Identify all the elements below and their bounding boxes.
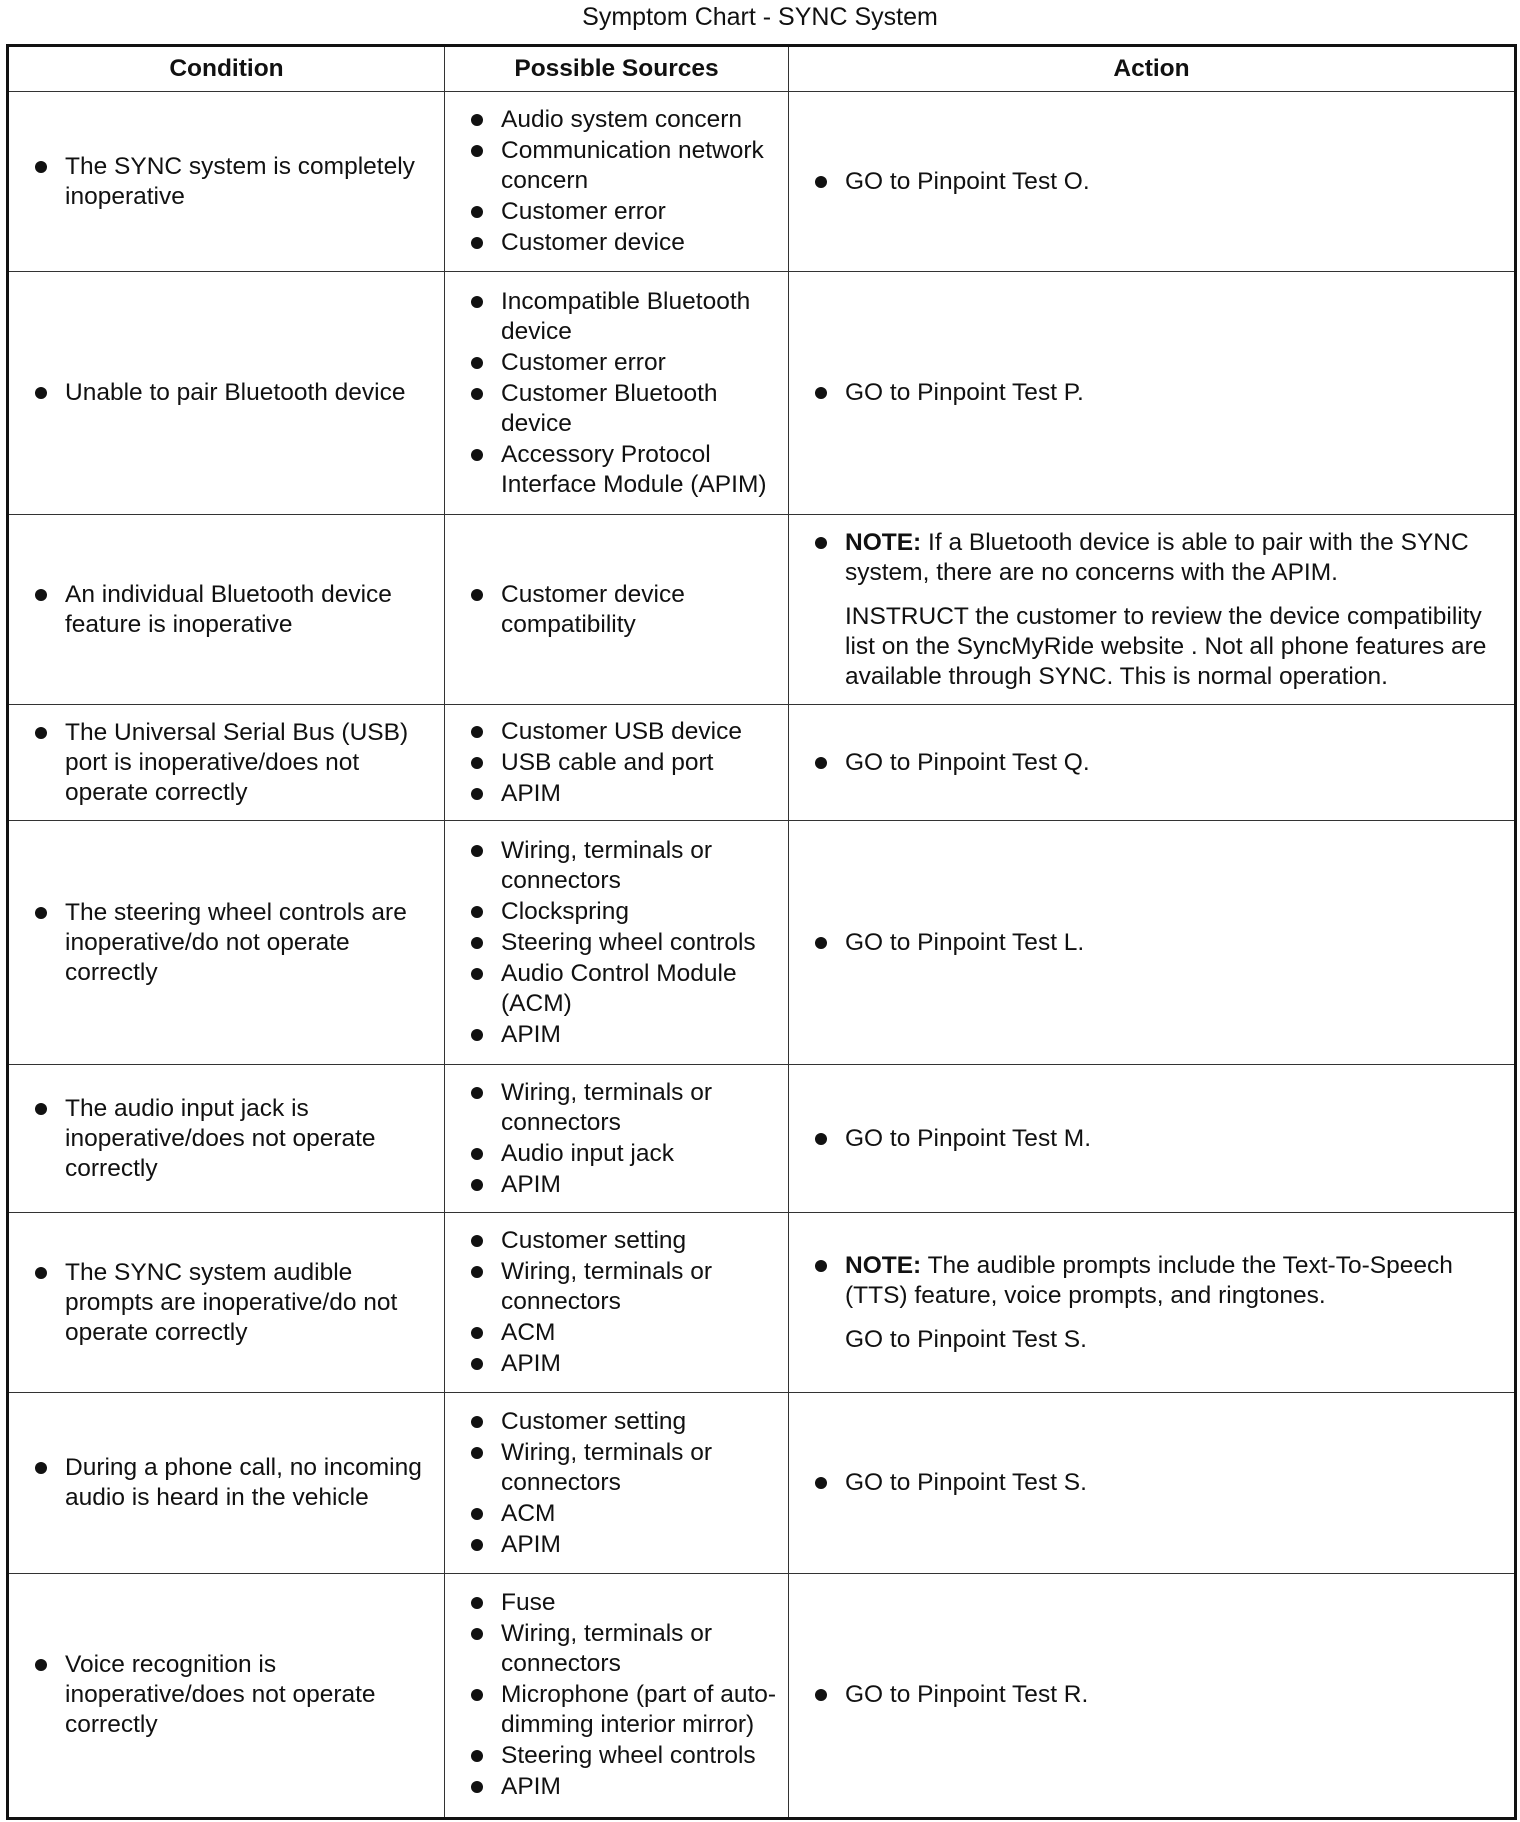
condition-text: The SYNC system audible prompts are inoperative/do not operate correctly bbox=[31, 1258, 434, 1348]
note-label: NOTE: bbox=[845, 1251, 922, 1279]
sources-list bbox=[467, 1588, 778, 1802]
condition-text: Unable to pair Bluetooth device bbox=[31, 378, 434, 408]
sources-list bbox=[467, 105, 778, 258]
action-cell bbox=[789, 821, 1516, 1065]
source-item: Communication network concern bbox=[467, 136, 778, 196]
source-item: APIM bbox=[467, 1170, 778, 1200]
source-item: APIM bbox=[467, 1530, 778, 1560]
possible-sources-cell bbox=[445, 821, 789, 1065]
condition-text: Voice recognition is inoperative/does not operate correctly bbox=[31, 1650, 434, 1740]
possible-sources-column-header: Possible Sources bbox=[445, 46, 789, 92]
possible-sources-cell bbox=[445, 705, 789, 821]
source-item: ACM bbox=[467, 1318, 778, 1348]
source-item: Wiring, terminals or connectors bbox=[467, 1257, 778, 1317]
action-instruction: If a Bluetooth device is able to pair with the SYNC system, there are no concerns with the APIM. bbox=[845, 528, 1469, 586]
possible-sources-cell bbox=[445, 515, 789, 705]
action-instruction: GO to Pinpoint Test O. bbox=[845, 167, 1090, 195]
action-item bbox=[811, 1124, 1504, 1154]
action-cell bbox=[789, 1393, 1516, 1573]
action-instruction: GO to Pinpoint Test S. bbox=[845, 1469, 1087, 1497]
sources-list bbox=[467, 1226, 778, 1379]
sources-list bbox=[467, 717, 778, 809]
source-item: Wiring, terminals or connectors bbox=[467, 1438, 778, 1498]
sources-list bbox=[467, 836, 778, 1050]
source-item: Customer device compatibility bbox=[467, 580, 778, 640]
condition-text: The audio input jack is inoperative/does not operate correctly bbox=[31, 1094, 434, 1184]
condition-list bbox=[31, 718, 434, 808]
action-text bbox=[845, 748, 1504, 778]
action-follow-text: GO to Pinpoint Test S. bbox=[845, 1325, 1087, 1353]
action-text bbox=[845, 1680, 1504, 1710]
condition-text: An individual Bluetooth device feature is inoperative bbox=[31, 580, 434, 640]
action-item bbox=[811, 528, 1504, 692]
table-row bbox=[8, 705, 1516, 821]
table-body bbox=[8, 92, 1516, 1819]
source-item: Audio Control Module (ACM) bbox=[467, 959, 778, 1019]
action-instruction: GO to Pinpoint Test P. bbox=[845, 379, 1084, 407]
action-item bbox=[811, 167, 1504, 197]
action-column-header: Action bbox=[789, 46, 1516, 92]
source-item: Wiring, terminals or connectors bbox=[467, 836, 778, 896]
source-item: Steering wheel controls bbox=[467, 928, 778, 958]
page-title: Symptom Chart - SYNC System bbox=[582, 3, 938, 31]
source-item: APIM bbox=[467, 1349, 778, 1379]
action-cell bbox=[789, 515, 1516, 705]
source-item: Incompatible Bluetooth device bbox=[467, 287, 778, 347]
table-row bbox=[8, 92, 1516, 272]
sources-list bbox=[467, 1078, 778, 1200]
action-cell bbox=[789, 705, 1516, 821]
source-item: Audio system concern bbox=[467, 105, 778, 135]
possible-sources-cell bbox=[445, 1393, 789, 1573]
possible-sources-cell bbox=[445, 1065, 789, 1213]
condition-list bbox=[31, 378, 434, 408]
sources-list bbox=[467, 287, 778, 500]
condition-cell bbox=[8, 1065, 445, 1213]
source-item: APIM bbox=[467, 1772, 778, 1802]
condition-column-header: Condition bbox=[8, 46, 445, 92]
condition-cell bbox=[8, 1393, 445, 1573]
action-text bbox=[845, 378, 1504, 408]
action-text bbox=[845, 1251, 1504, 1311]
source-item: Customer setting bbox=[467, 1226, 778, 1256]
action-follow-text: INSTRUCT the customer to review the device compatibility list on the SyncMyRide website . Not all phone features are available through SYNC. This is normal operation. bbox=[845, 602, 1487, 690]
condition-cell bbox=[8, 1573, 445, 1818]
condition-list bbox=[31, 898, 434, 988]
action-text bbox=[845, 928, 1504, 958]
action-item bbox=[811, 378, 1504, 408]
source-item: Customer device bbox=[467, 228, 778, 258]
condition-list bbox=[31, 580, 434, 640]
condition-cell bbox=[8, 1213, 445, 1393]
possible-sources-cell bbox=[445, 272, 789, 515]
condition-text: During a phone call, no incoming audio is heard in the vehicle bbox=[31, 1453, 434, 1513]
action-item bbox=[811, 928, 1504, 958]
condition-text: The steering wheel controls are inoperative/do not operate correctly bbox=[31, 898, 434, 988]
condition-list bbox=[31, 1258, 434, 1348]
symptom-chart-table bbox=[6, 44, 1517, 1820]
possible-sources-cell bbox=[445, 92, 789, 272]
source-item: Fuse bbox=[467, 1588, 778, 1618]
table-row bbox=[8, 1065, 1516, 1213]
condition-text: The Universal Serial Bus (USB) port is inoperative/does not operate correctly bbox=[31, 718, 434, 808]
source-item: Customer error bbox=[467, 197, 778, 227]
table-header-row bbox=[8, 46, 1516, 92]
table-row bbox=[8, 1213, 1516, 1393]
condition-list bbox=[31, 1650, 434, 1740]
action-instruction: GO to Pinpoint Test Q. bbox=[845, 748, 1090, 776]
sources-list bbox=[467, 580, 778, 640]
action-instruction: GO to Pinpoint Test M. bbox=[845, 1124, 1092, 1152]
action-text bbox=[845, 1468, 1504, 1498]
source-item: APIM bbox=[467, 1020, 778, 1050]
source-item: ACM bbox=[467, 1499, 778, 1529]
action-cell bbox=[789, 272, 1516, 515]
condition-cell bbox=[8, 272, 445, 515]
action-cell bbox=[789, 1065, 1516, 1213]
source-item: Microphone (part of auto-dimming interior mirror) bbox=[467, 1680, 778, 1740]
condition-cell bbox=[8, 92, 445, 272]
source-item: Customer Bluetooth device bbox=[467, 379, 778, 439]
source-item: Customer error bbox=[467, 348, 778, 378]
condition-list bbox=[31, 1453, 434, 1513]
table-row bbox=[8, 1393, 1516, 1573]
action-item bbox=[811, 1468, 1504, 1498]
action-instruction: GO to Pinpoint Test L. bbox=[845, 928, 1085, 956]
action-text bbox=[845, 1124, 1504, 1154]
condition-cell bbox=[8, 515, 445, 705]
source-item: Steering wheel controls bbox=[467, 1741, 778, 1771]
source-item: Customer USB device bbox=[467, 717, 778, 747]
condition-cell bbox=[8, 705, 445, 821]
table-row bbox=[8, 1573, 1516, 1818]
action-text bbox=[845, 167, 1504, 197]
action-cell bbox=[789, 1573, 1516, 1818]
table-row bbox=[8, 272, 1516, 515]
source-item: Wiring, terminals or connectors bbox=[467, 1619, 778, 1679]
action-text bbox=[845, 528, 1504, 588]
condition-list bbox=[31, 1094, 434, 1184]
action-item bbox=[811, 748, 1504, 778]
possible-sources-cell bbox=[445, 1213, 789, 1393]
note-label: NOTE: bbox=[845, 528, 922, 556]
table-row bbox=[8, 821, 1516, 1065]
action-item bbox=[811, 1251, 1504, 1355]
action-instruction: The audible prompts include the Text-To-Speech (TTS) feature, voice prompts, and ringtones. bbox=[845, 1251, 1453, 1309]
table-row bbox=[8, 515, 1516, 705]
action-cell bbox=[789, 92, 1516, 272]
source-item: Clockspring bbox=[467, 897, 778, 927]
action-cell bbox=[789, 1213, 1516, 1393]
source-item: Customer setting bbox=[467, 1407, 778, 1437]
source-item: USB cable and port bbox=[467, 748, 778, 778]
action-item bbox=[811, 1680, 1504, 1710]
action-instruction: GO to Pinpoint Test R. bbox=[845, 1681, 1089, 1709]
condition-cell bbox=[8, 821, 445, 1065]
source-item: Accessory Protocol Interface Module (APIM) bbox=[467, 440, 778, 500]
condition-list bbox=[31, 152, 434, 212]
condition-text: The SYNC system is completely inoperative bbox=[31, 152, 434, 212]
source-item: Audio input jack bbox=[467, 1139, 778, 1169]
source-item: Wiring, terminals or connectors bbox=[467, 1078, 778, 1138]
possible-sources-cell bbox=[445, 1573, 789, 1818]
sources-list bbox=[467, 1407, 778, 1560]
source-item: APIM bbox=[467, 779, 778, 809]
